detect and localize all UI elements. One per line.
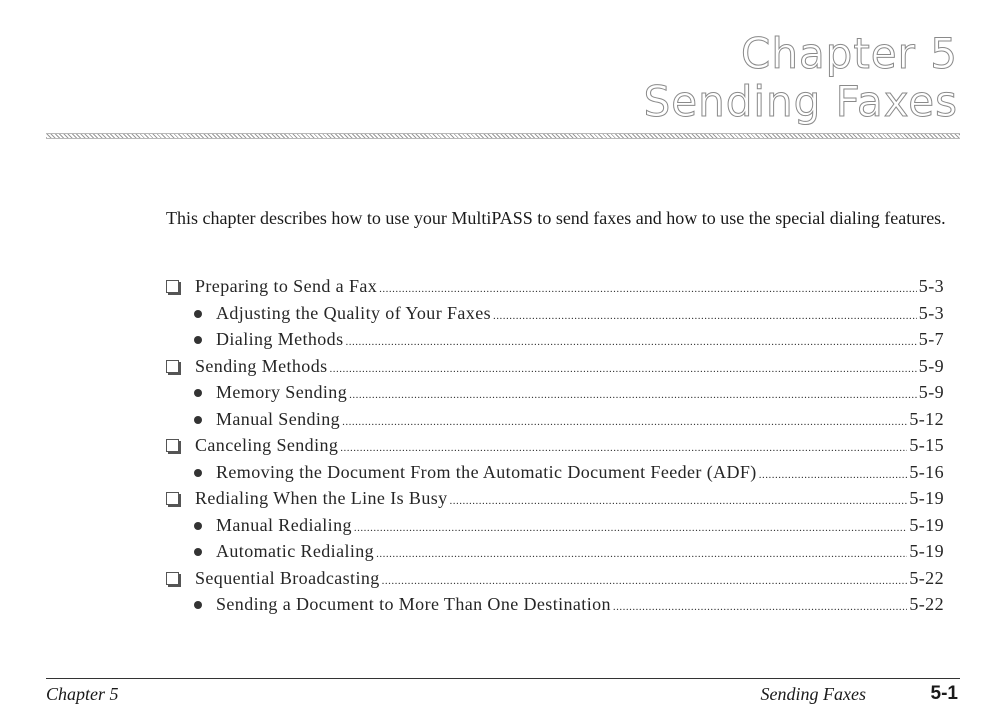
toc-entry-title: Canceling Sending bbox=[195, 435, 339, 455]
footer-section-title: Sending Faxes bbox=[760, 684, 866, 704]
dot-leader bbox=[382, 575, 908, 587]
toc-entry-title: Memory Sending bbox=[216, 382, 348, 402]
dot-bullet-icon bbox=[194, 469, 202, 477]
dot-leader bbox=[346, 336, 917, 348]
toc-entry-title: Preparing to Send a Fax bbox=[195, 276, 378, 296]
dot-leader bbox=[376, 548, 907, 560]
toc-entry[interactable] bbox=[166, 435, 944, 462]
toc-entry-title: Manual Redialing bbox=[216, 514, 352, 535]
toc-entry[interactable] bbox=[166, 382, 944, 409]
dot-leader bbox=[613, 601, 907, 613]
dot-leader bbox=[349, 389, 917, 401]
footer-divider bbox=[46, 678, 960, 679]
dot-leader bbox=[354, 522, 908, 534]
toc-entry-page: 5-9 bbox=[918, 355, 944, 376]
dot-bullet-icon bbox=[194, 522, 202, 530]
chapter-heading bbox=[644, 30, 958, 126]
footer-page-number: 5-1 bbox=[930, 683, 958, 704]
intro-paragraph: This chapter describes how to use your MultiPASS to send faxes and how to use the special dialing features. bbox=[166, 208, 946, 228]
toc-entry-page: 5-19 bbox=[909, 488, 944, 508]
toc-entry-title: Sending Methods bbox=[195, 355, 328, 376]
dot-bullet-icon bbox=[194, 601, 202, 609]
box-bullet-icon bbox=[166, 492, 179, 505]
toc-entry-title: Adjusting the Quality of Your Faxes bbox=[216, 302, 491, 323]
dot-bullet-icon bbox=[194, 389, 202, 397]
toc-entry-page: 5-19 bbox=[909, 541, 944, 561]
box-bullet-icon bbox=[166, 572, 179, 585]
toc-entry-page: 5-9 bbox=[918, 382, 944, 402]
toc-entry-page: 5-3 bbox=[918, 276, 944, 296]
dot-leader bbox=[379, 283, 917, 295]
toc-entry-page: 5-3 bbox=[918, 302, 944, 323]
dot-bullet-icon bbox=[194, 336, 202, 344]
footer-chapter: Chapter 5 bbox=[46, 684, 119, 704]
dot-leader bbox=[450, 495, 908, 507]
box-bullet-icon bbox=[166, 360, 179, 373]
toc-entry[interactable] bbox=[166, 568, 944, 595]
toc-entry-title: Automatic Redialing bbox=[216, 541, 375, 561]
heading-divider bbox=[46, 133, 960, 139]
toc-entry-title: Redialing When the Line Is Busy bbox=[195, 488, 448, 508]
toc-entry[interactable] bbox=[166, 541, 944, 568]
toc-entry-page: 5-16 bbox=[909, 461, 944, 482]
dot-bullet-icon bbox=[194, 548, 202, 556]
toc-entry-page: 5-7 bbox=[918, 329, 944, 349]
toc-entry-title: Sequential Broadcasting bbox=[195, 567, 380, 588]
box-bullet-icon bbox=[166, 280, 179, 293]
toc-entry[interactable] bbox=[166, 594, 944, 621]
toc-entry-title: Removing the Document From the Automatic Document Feeder (ADF) bbox=[216, 461, 757, 482]
toc-entry-title: Dialing Methods bbox=[216, 329, 344, 349]
toc-entry-page: 5-12 bbox=[909, 408, 944, 429]
toc-entry[interactable] bbox=[166, 303, 944, 330]
toc-entry-page: 5-22 bbox=[909, 567, 944, 588]
toc-entry-page: 5-19 bbox=[909, 514, 944, 535]
dot-bullet-icon bbox=[194, 310, 202, 318]
toc-entry[interactable] bbox=[166, 409, 944, 436]
toc-entry-title: Manual Sending bbox=[216, 408, 341, 429]
dot-leader bbox=[330, 363, 917, 375]
toc-entry[interactable] bbox=[166, 462, 944, 489]
toc-entry-page: 5-15 bbox=[909, 435, 944, 455]
toc-entry[interactable] bbox=[166, 515, 944, 542]
dot-leader bbox=[342, 416, 907, 428]
toc-entry-title: Sending a Document to More Than One Destination bbox=[216, 594, 611, 614]
toc-entry[interactable] bbox=[166, 488, 944, 515]
dot-bullet-icon bbox=[194, 416, 202, 424]
box-bullet-icon bbox=[166, 439, 179, 452]
chapter-title: Sending Faxes bbox=[643, 77, 958, 126]
toc-entry[interactable] bbox=[166, 276, 944, 303]
table-of-contents bbox=[166, 276, 944, 621]
dot-leader bbox=[493, 310, 917, 322]
chapter-number: Chapter 5 bbox=[741, 29, 958, 78]
toc-entry[interactable] bbox=[166, 356, 944, 383]
dot-leader bbox=[340, 442, 907, 454]
toc-entry[interactable] bbox=[166, 329, 944, 356]
toc-entry-page: 5-22 bbox=[909, 594, 944, 614]
dot-leader bbox=[759, 469, 908, 481]
